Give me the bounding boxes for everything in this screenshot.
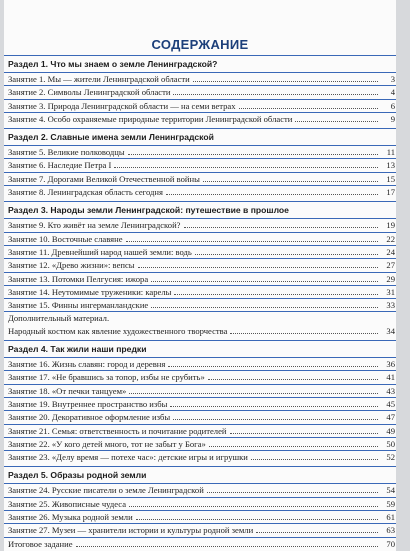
toc-entry-page-number: 31: [386, 286, 395, 297]
toc-entry-title: Занятие 7. Дорогами Великой Отечественной войны: [8, 173, 200, 184]
dot-leader: [151, 299, 378, 308]
toc-entry-page-number: 4: [390, 87, 395, 98]
toc-entry-page-number: 3: [390, 74, 395, 84]
toc-entry[interactable]: [4, 85, 396, 98]
toc-entry-page-number: 22: [386, 233, 395, 244]
toc-entry-page-number: 63: [386, 525, 395, 536]
dot-leader: [129, 498, 378, 507]
toc-entry[interactable]: [4, 370, 396, 383]
dot-leader: [138, 259, 378, 268]
toc-entry[interactable]: [4, 172, 396, 185]
dot-leader: [129, 385, 378, 394]
toc-entry-title: Народный костюм как явление художественного творчества: [8, 325, 228, 336]
toc-entry-page-number: 34: [386, 325, 395, 336]
toc-entry-title: Занятие 17. «Не бравшись за топор, избы не срубить»: [8, 372, 205, 383]
toc-entry-page-number: 61: [386, 512, 395, 523]
toc-entry-page-number: 49: [386, 425, 395, 436]
dot-leader: [126, 233, 378, 242]
toc-entry[interactable]: [4, 523, 396, 536]
toc-entry-page-number: 9: [390, 113, 395, 124]
toc-entry-page-number: 33: [386, 300, 395, 311]
toc-entry-title: Занятие 2. Символы Ленинградской области: [8, 87, 171, 98]
toc-entry-page-number: 11: [386, 147, 395, 158]
toc-entry-page-number: 54: [386, 485, 395, 496]
toc-entry-title: Занятие 24. Русские писатели о земле Ленинградской: [8, 485, 204, 496]
toc-entry-title: Занятие 18. «От печки танцуем»: [8, 385, 127, 396]
toc-entry-title: Занятие 25. Живописные чудеса: [8, 498, 127, 509]
toc-entry-title: Занятие 20. Декоративное оформление избы: [8, 412, 171, 423]
dot-leader: [184, 219, 379, 228]
page-title: СОДЕРЖАНИЕ: [151, 37, 249, 52]
dot-leader: [128, 146, 378, 155]
document-page: [4, 0, 396, 551]
toc-entry[interactable]: [4, 397, 396, 410]
section-heading: Раздел 3. Народы земли Ленинградской: путешествие в прошлое: [4, 201, 396, 218]
toc-entry[interactable]: [4, 424, 396, 437]
toc-entry[interactable]: [4, 112, 396, 125]
toc-entry-title: Занятие 4. Особо охраняемые природные территории Ленинградской области: [8, 113, 293, 124]
toc-entry-title: Занятие 26. Музыка родной земли: [8, 512, 133, 523]
table-of-contents: [4, 55, 396, 550]
dot-leader: [174, 286, 378, 295]
toc-entry[interactable]: [4, 185, 396, 198]
toc-entry[interactable]: [4, 384, 396, 397]
dot-leader: [295, 113, 378, 122]
dot-leader: [251, 451, 378, 460]
toc-entry-page-number: 27: [386, 260, 395, 271]
dot-leader: [136, 511, 378, 520]
toc-entry[interactable]: [4, 437, 396, 450]
toc-entry-title: Занятие 12. «Древо жизни»: вепсы: [8, 260, 135, 271]
toc-entry-title: Занятие 22. «У кого детей много, тот не забыт у Бога»: [8, 438, 206, 449]
toc-entry-title: Занятие 14. Неутомимые труженики: карелы: [8, 286, 172, 297]
dot-leader: [173, 411, 378, 420]
toc-entry[interactable]: [4, 232, 396, 245]
dot-leader: [151, 273, 378, 282]
toc-entry-title: Занятие 5. Великие полководцы: [8, 147, 125, 158]
dot-leader: [208, 371, 378, 380]
toc-entry[interactable]: [4, 483, 396, 496]
toc-entry-title: Занятие 9. Кто живёт на земле Ленинградской?: [8, 220, 181, 231]
toc-entry-title: Занятие 11. Древнейший народ нашей земли: водь: [8, 246, 192, 257]
toc-entry-title: Итоговое задание: [8, 538, 73, 549]
dot-leader: [203, 173, 378, 182]
toc-entry-page-number: 41: [386, 372, 395, 383]
toc-entry-page-number: 50: [386, 438, 395, 449]
toc-entry[interactable]: [4, 410, 396, 423]
toc-entry-title: Занятие 3. Природа Ленинградской области — на семи ветрах: [8, 100, 236, 111]
toc-entry[interactable]: [4, 285, 396, 298]
toc-entry-title: Занятие 21. Семья: ответственность и почитание родителей: [8, 425, 227, 436]
toc-entry[interactable]: [4, 450, 396, 463]
dot-leader: [256, 524, 378, 533]
toc-entry-title: Дополнительный материал.: [8, 313, 110, 324]
toc-entry-page-number: 36: [386, 359, 395, 370]
toc-entry[interactable]: [4, 311, 396, 324]
toc-entry[interactable]: [4, 158, 396, 171]
toc-entry-page-number: 45: [386, 398, 395, 409]
toc-entry-title: Занятие 8. Ленинградская область сегодня: [8, 187, 163, 198]
toc-entry-title: Занятие 19. Внутреннее пространство избы: [8, 398, 168, 409]
toc-entry[interactable]: [4, 72, 396, 85]
dot-leader: [170, 398, 378, 407]
dot-leader: [173, 86, 378, 95]
dot-leader: [112, 313, 378, 321]
dot-leader: [230, 325, 378, 334]
toc-entry[interactable]: [4, 357, 396, 370]
toc-entry-page-number: 13: [386, 160, 395, 171]
toc-entry-page-number: 47: [386, 412, 395, 423]
dot-leader: [195, 246, 378, 255]
section-heading: Раздел 2. Славные имена земли Ленинградской: [4, 128, 396, 145]
toc-entry-page-number: 24: [386, 246, 395, 257]
toc-entry-title: Занятие 10. Восточные славяне: [8, 233, 123, 244]
toc-entry-title: Занятие 13. Потомки Пелгусия: ижора: [8, 273, 149, 284]
section-heading: Раздел 5. Образы родной земли: [4, 466, 396, 483]
dot-leader: [209, 438, 378, 447]
toc-entry-page-number: 29: [386, 273, 395, 284]
toc-entry[interactable]: [4, 497, 396, 510]
toc-entry-page-number: 52: [386, 452, 395, 463]
dot-leader: [166, 186, 378, 195]
toc-entry[interactable]: [4, 145, 396, 158]
toc-entry-title: Занятие 1. Мы — жители Ленинградской области: [8, 74, 190, 84]
dot-leader: [207, 484, 378, 493]
toc-entry-title: Занятие 16. Жизнь славян: город и деревня: [8, 359, 166, 370]
toc-entry[interactable]: [4, 510, 396, 523]
section-heading: Раздел 1. Что мы знаем о земле Ленинградской?: [4, 55, 396, 72]
dot-leader: [193, 73, 378, 82]
toc-entry[interactable]: [4, 258, 396, 271]
dot-leader: [168, 358, 378, 367]
toc-entry-title: Занятие 6. Наследие Петра I: [8, 160, 112, 171]
toc-entry-title: Занятие 15. Финны ингерманландские: [8, 300, 149, 311]
toc-entry-page-number: 59: [386, 498, 395, 509]
toc-entry-title: Занятие 23. «Делу время — потехе час»: детские игры и игрушки: [8, 452, 248, 463]
dot-leader: [114, 159, 378, 168]
section-heading: Раздел 4. Так жили наши предки: [4, 340, 396, 357]
dot-leader: [239, 100, 378, 109]
toc-entry[interactable]: [4, 272, 396, 285]
toc-entry[interactable]: [4, 325, 396, 337]
toc-entry-title: Занятие 27. Музеи — хранители истории и культуры родной земли: [8, 525, 254, 536]
toc-entry-page-number: 19: [386, 220, 395, 231]
toc-entry-page-number: 15: [386, 173, 395, 184]
toc-entry[interactable]: [4, 99, 396, 112]
toc-entry-page-number: 6: [390, 100, 395, 111]
toc-entry-page-number: 17: [386, 187, 395, 198]
toc-entry-page-number: 43: [386, 385, 395, 396]
toc-entry[interactable]: [4, 218, 396, 231]
toc-entry[interactable]: [4, 245, 396, 258]
dot-leader: [230, 425, 378, 434]
toc-entry-page-number: 70: [386, 538, 395, 549]
toc-entry[interactable]: [4, 537, 396, 550]
dot-leader: [76, 538, 378, 547]
toc-entry[interactable]: [4, 298, 396, 311]
